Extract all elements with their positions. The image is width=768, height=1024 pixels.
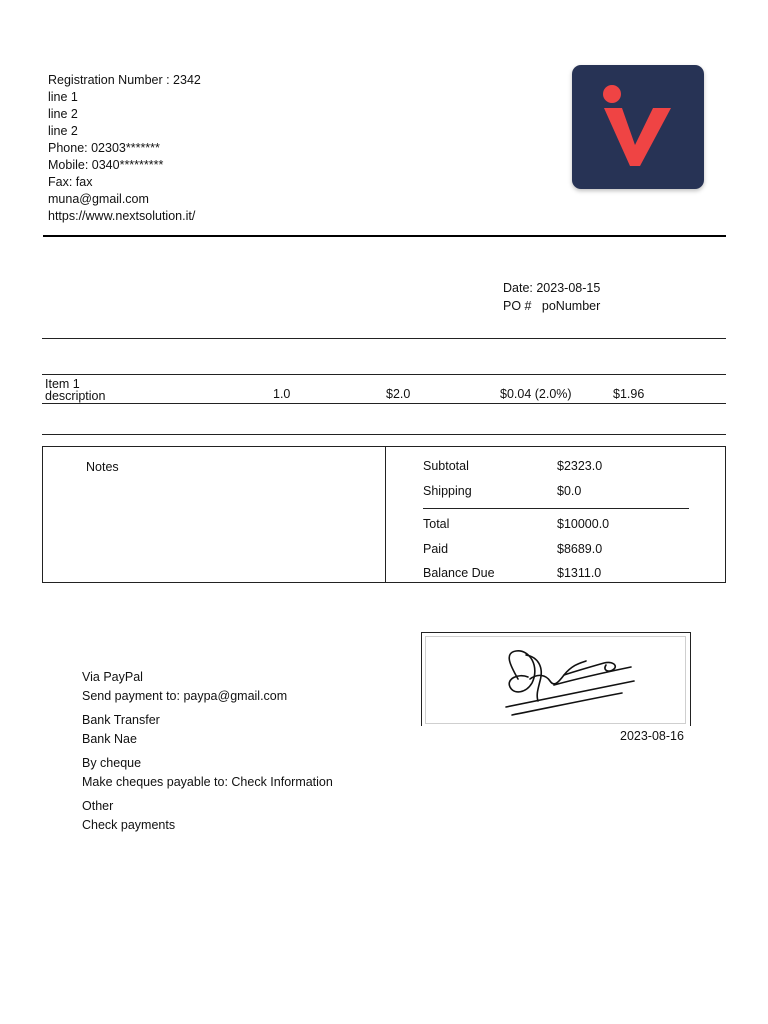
invoice-date: Date: 2023-08-15 bbox=[503, 281, 601, 295]
item-amount: $1.96 bbox=[613, 387, 645, 401]
item-name: Item 1 bbox=[45, 377, 80, 391]
meta-divider bbox=[42, 338, 726, 339]
email: muna@gmail.com bbox=[48, 192, 149, 206]
paid-value: $8689.0 bbox=[557, 542, 603, 556]
signature-image bbox=[425, 636, 686, 724]
payment-method-paypal bbox=[82, 668, 333, 706]
signature-date: 2023-08-16 bbox=[620, 729, 684, 743]
payment-method-title: Other bbox=[82, 799, 114, 813]
payment-method-title: Bank Transfer bbox=[82, 713, 160, 727]
company-logo bbox=[572, 65, 704, 189]
registration-number: Registration Number : 2342 bbox=[48, 73, 201, 87]
payment-method-other bbox=[82, 797, 333, 835]
item-description: description bbox=[45, 389, 106, 403]
address-line-2: line 2 bbox=[48, 107, 78, 121]
subtotal-value: $2323.0 bbox=[557, 459, 603, 473]
po-number: PO # poNumber bbox=[503, 299, 601, 313]
shipping-value: $0.0 bbox=[557, 484, 582, 498]
column-divider bbox=[385, 447, 386, 582]
totals-section bbox=[42, 446, 726, 583]
company-info bbox=[48, 72, 201, 225]
total-value: $10000.0 bbox=[557, 517, 610, 531]
address-line-1: line 1 bbox=[48, 90, 78, 104]
payment-method-cheque bbox=[82, 754, 333, 792]
payment-method-detail: Make cheques payable to: Check Information bbox=[82, 775, 333, 789]
balance-due-value: $1311.0 bbox=[557, 566, 602, 580]
item-quantity: 1.0 bbox=[273, 387, 291, 401]
signature-box bbox=[421, 632, 691, 726]
payment-method-title: By cheque bbox=[82, 756, 142, 770]
balance-due-label: Balance Due bbox=[423, 566, 495, 580]
payment-methods bbox=[82, 668, 333, 840]
totals-divider bbox=[423, 508, 689, 509]
items-divider bbox=[42, 434, 726, 435]
table-row bbox=[42, 374, 726, 404]
header-divider bbox=[43, 235, 726, 237]
shipping-label: Shipping bbox=[423, 484, 472, 498]
item-price: $2.0 bbox=[386, 387, 411, 401]
payment-method-detail: Check payments bbox=[82, 818, 176, 832]
payment-method-title: Via PayPal bbox=[82, 670, 143, 684]
invoice-meta bbox=[503, 279, 600, 315]
item-discount: $0.04 (2.0%) bbox=[500, 387, 572, 401]
v-letter-logo-icon bbox=[572, 65, 704, 189]
mobile: Mobile: 0340********* bbox=[48, 158, 164, 172]
payment-method-bank bbox=[82, 711, 333, 749]
address-line-3: line 2 bbox=[48, 124, 78, 138]
website: https://www.nextsolution.it/ bbox=[48, 209, 196, 223]
fax: Fax: fax bbox=[48, 175, 93, 189]
payment-method-detail: Bank Nae bbox=[82, 732, 137, 746]
paid-label: Paid bbox=[423, 542, 449, 556]
subtotal-label: Subtotal bbox=[423, 459, 469, 473]
handwritten-signature-icon bbox=[426, 637, 687, 725]
notes-label: Notes bbox=[86, 460, 119, 474]
payment-method-detail: Send payment to: paypa@gmail.com bbox=[82, 689, 288, 703]
total-label: Total bbox=[423, 517, 450, 531]
phone: Phone: 02303******* bbox=[48, 141, 160, 155]
